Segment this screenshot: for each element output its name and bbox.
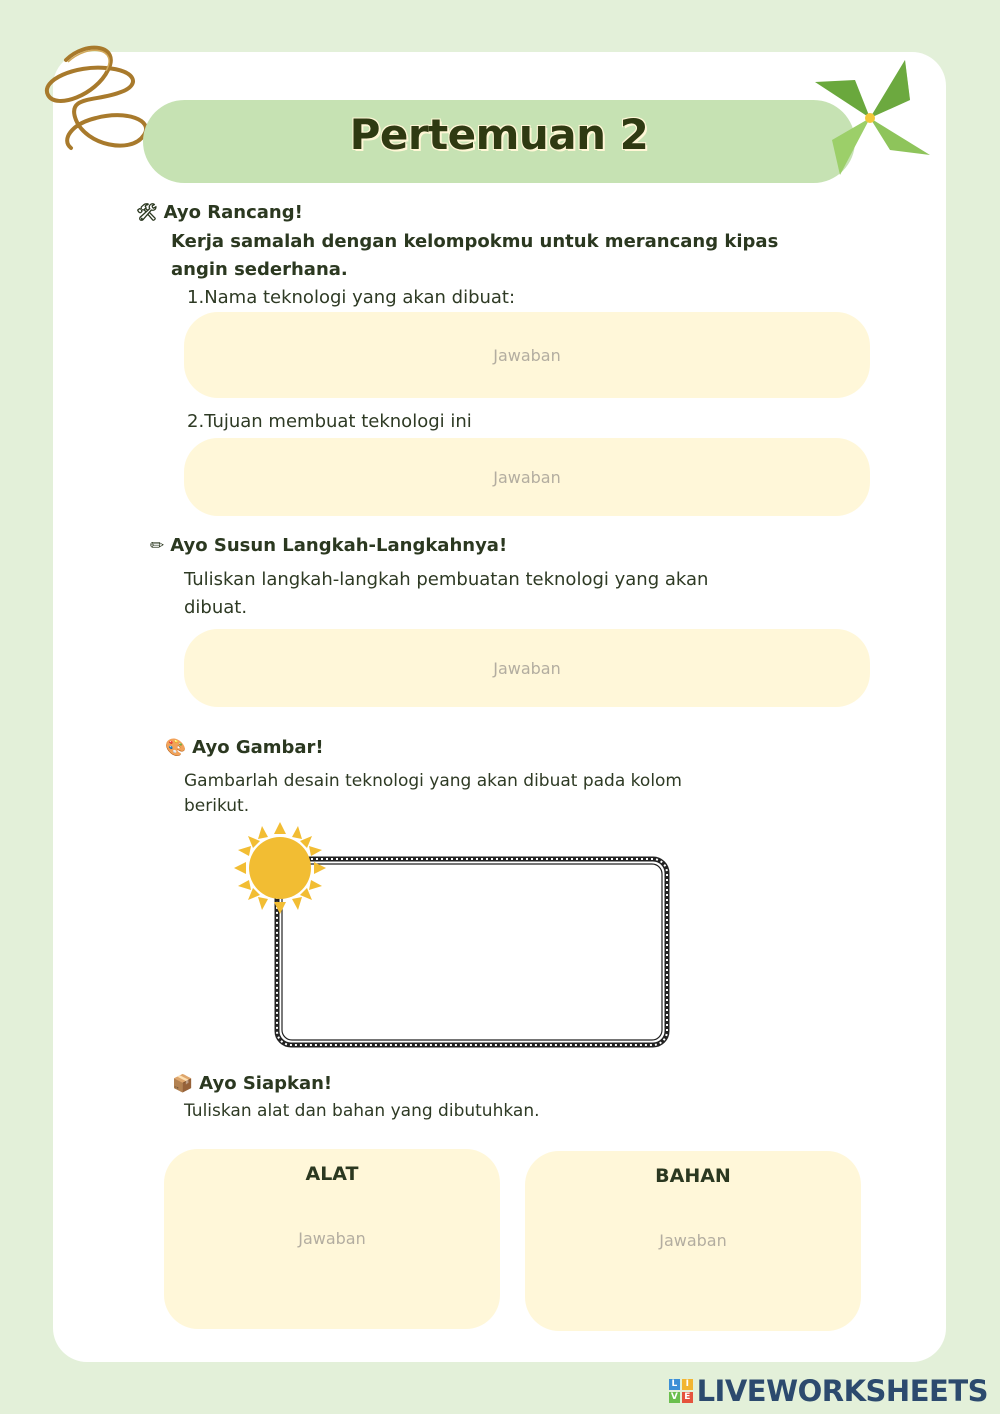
pencil-icon: ✏	[150, 536, 165, 556]
brand-name: LIVEWORKSHEETS	[696, 1374, 988, 1408]
bahan-box[interactable]	[525, 1151, 861, 1331]
section-heading-langkah: ✏ Ayo Susun Langkah-Langkahnya!	[150, 535, 508, 556]
page-title: Pertemuan 2	[349, 110, 649, 159]
palette-icon: 🎨	[165, 738, 187, 758]
answer-field-q2[interactable]: Jawaban	[184, 438, 870, 516]
alat-answer-field[interactable]: Jawaban	[298, 1229, 366, 1248]
rope-icon	[36, 40, 156, 160]
sun-icon	[232, 820, 328, 916]
section-instruction-siapkan: Tuliskan alat dan bahan yang dibutuhkan.	[184, 1101, 540, 1121]
section-heading-siapkan: 📦 Ayo Siapkan!	[172, 1073, 333, 1094]
section-instruction-gambar: Gambarlah desain teknologi yang akan dibuat pada kolom berikut.	[184, 771, 682, 816]
package-icon: 📦	[172, 1074, 194, 1094]
bahan-answer-field[interactable]: Jawaban	[659, 1231, 727, 1250]
section-heading-gambar: 🎨 Ayo Gambar!	[165, 737, 324, 758]
liveworksheets-logo-icon: L I V E	[669, 1379, 693, 1403]
section-heading-rancang: 🛠 Ayo Rancang!	[136, 202, 303, 223]
bahan-title: BAHAN	[655, 1165, 731, 1187]
question-2-label: 2.Tujuan membuat teknologi ini	[187, 411, 472, 432]
alat-box[interactable]	[164, 1149, 500, 1329]
tools-icon: 🛠	[136, 203, 158, 223]
section-instruction-rancang: Kerja samalah dengan kelompokmu untuk merancang kipas angin sederhana.	[171, 231, 779, 280]
section-instruction-langkah: Tuliskan langkah-langkah pembuatan teknologi yang akan dibuat.	[184, 569, 709, 618]
drawing-area[interactable]	[274, 856, 670, 1048]
pinwheel-icon	[810, 60, 935, 180]
alat-title: ALAT	[305, 1163, 359, 1185]
question-1-label: 1.Nama teknologi yang akan dibuat:	[187, 287, 516, 308]
answer-field-q1[interactable]: Jawaban	[184, 312, 870, 398]
answer-field-steps[interactable]: Jawaban	[184, 629, 870, 707]
liveworksheets-brand[interactable]	[669, 1374, 988, 1408]
